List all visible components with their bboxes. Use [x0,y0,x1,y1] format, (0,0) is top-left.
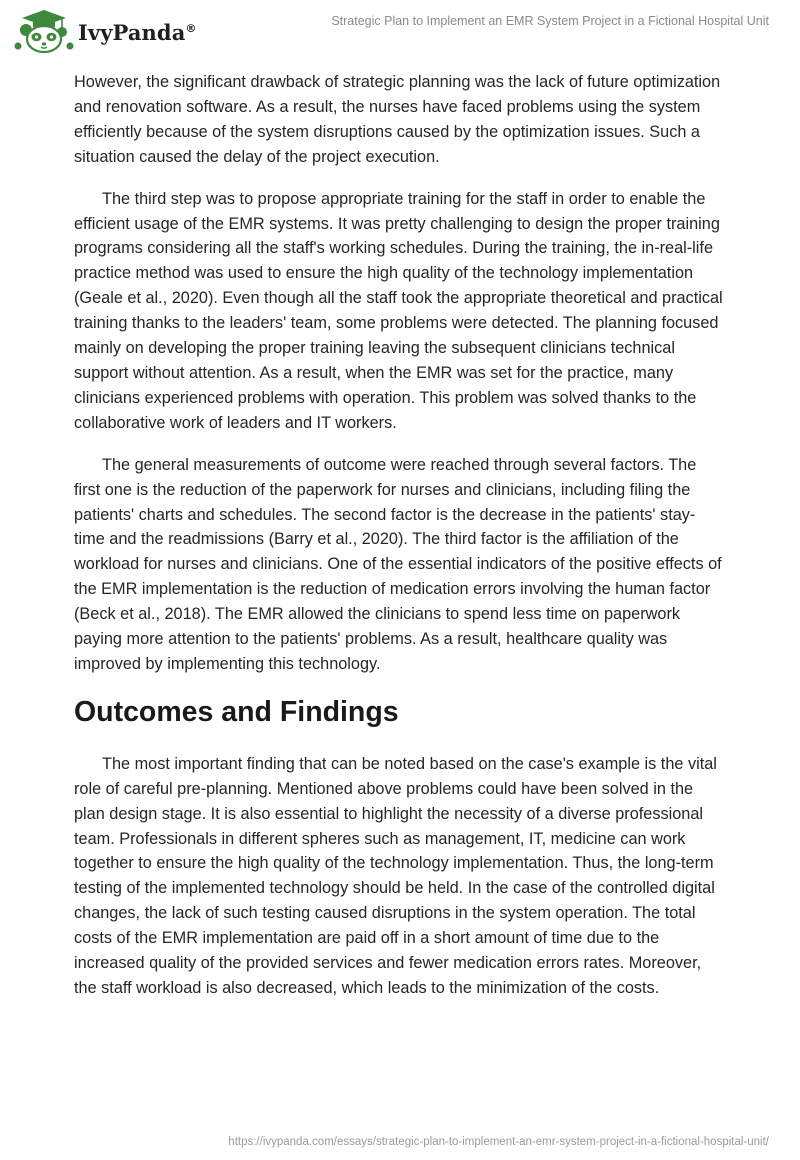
essay-body [74,70,726,1018]
panda-graduate-icon [14,8,74,54]
source-url[interactable]: https://ivypanda.com/essays/strategic-plan-to-implement-an-emr-system-project-in-a-fictional-hospital-unit/ [228,1136,769,1148]
paragraph-3: The general measurements of outcome were reached through several factors. The first one is the reduction of the paperwork for nurses and clinicians, including filing the patients' charts and schedules. The second factor is the decrease in the patients' stay-time and the readmissions (Barry et al., 2020). The third factor is the affiliation of the workload for nurses and clinicians. One of the essential indicators of the positive effects of the EMR implementation is the reduction of medication errors involving the human factor (Beck et al., 2018). The EMR allowed the clinicians to spend less time on paperwork paying more attention to the patients' problems. As a result, healthcare quality was improved by implementing this technology. [74,455,722,673]
brand-logo[interactable] [14,8,197,54]
paragraph-2: The third step was to propose appropriate training for the staff in order to enable the efficient usage of the EMR systems. It was pretty challenging to design the proper training programs considering all the staff's working schedules. During the training, the in-real-life practice method was used to ensure the high quality of the technology implementation (Geale et al., 2020). Even though all the staff took the appropriate theoretical and practical training thanks to the leaders' team, some problems were detected. The planning focused mainly on developing the proper training leaving the subsequent clinicians technical support without attention. As a result, when the EMR was set for the practice, many clinicians experienced problems with operation. This problem was solved thanks to the collaborative work of leaders and IT workers. [74,189,723,432]
section-heading: Outcomes and Findings [74,695,399,728]
paragraph-4: The most important finding that can be noted based on the case's example is the vital role of careful pre-planning. Mentioned above problems could have been solved in the plan design stage. It is also essential to highlight the necessity of a diverse professional team. Professionals in different spheres such as management, IT, medicine can work together to ensure the high quality of the technology implementation. Thus, the long-term testing of the implemented technology should be held. In the case of the controlled digital changes, the lack of such testing caused disruptions in the system operation. The total costs of the EMR implementation are paid off in a short amount of time due to the increased quality of the provided services and fewer medication errors rates. Moreover, the staff workload is also decreased, which leads to the minimization of the costs. [74,754,717,997]
registered-mark: ® [185,21,197,35]
brand-name: IvyPanda® [78,19,197,45]
document-title: Strategic Plan to Implement an EMR System Project in a Fictional Hospital Unit [331,14,769,28]
paragraph-1: However, the significant drawback of strategic planning was the lack of future optimization and renovation software. As a result, the nurses have faced problems using the system efficiently because of the system disruptions caused by the optimization issues. Such a situation caused the delay of the project execution. [74,73,721,166]
page-header [0,0,800,60]
